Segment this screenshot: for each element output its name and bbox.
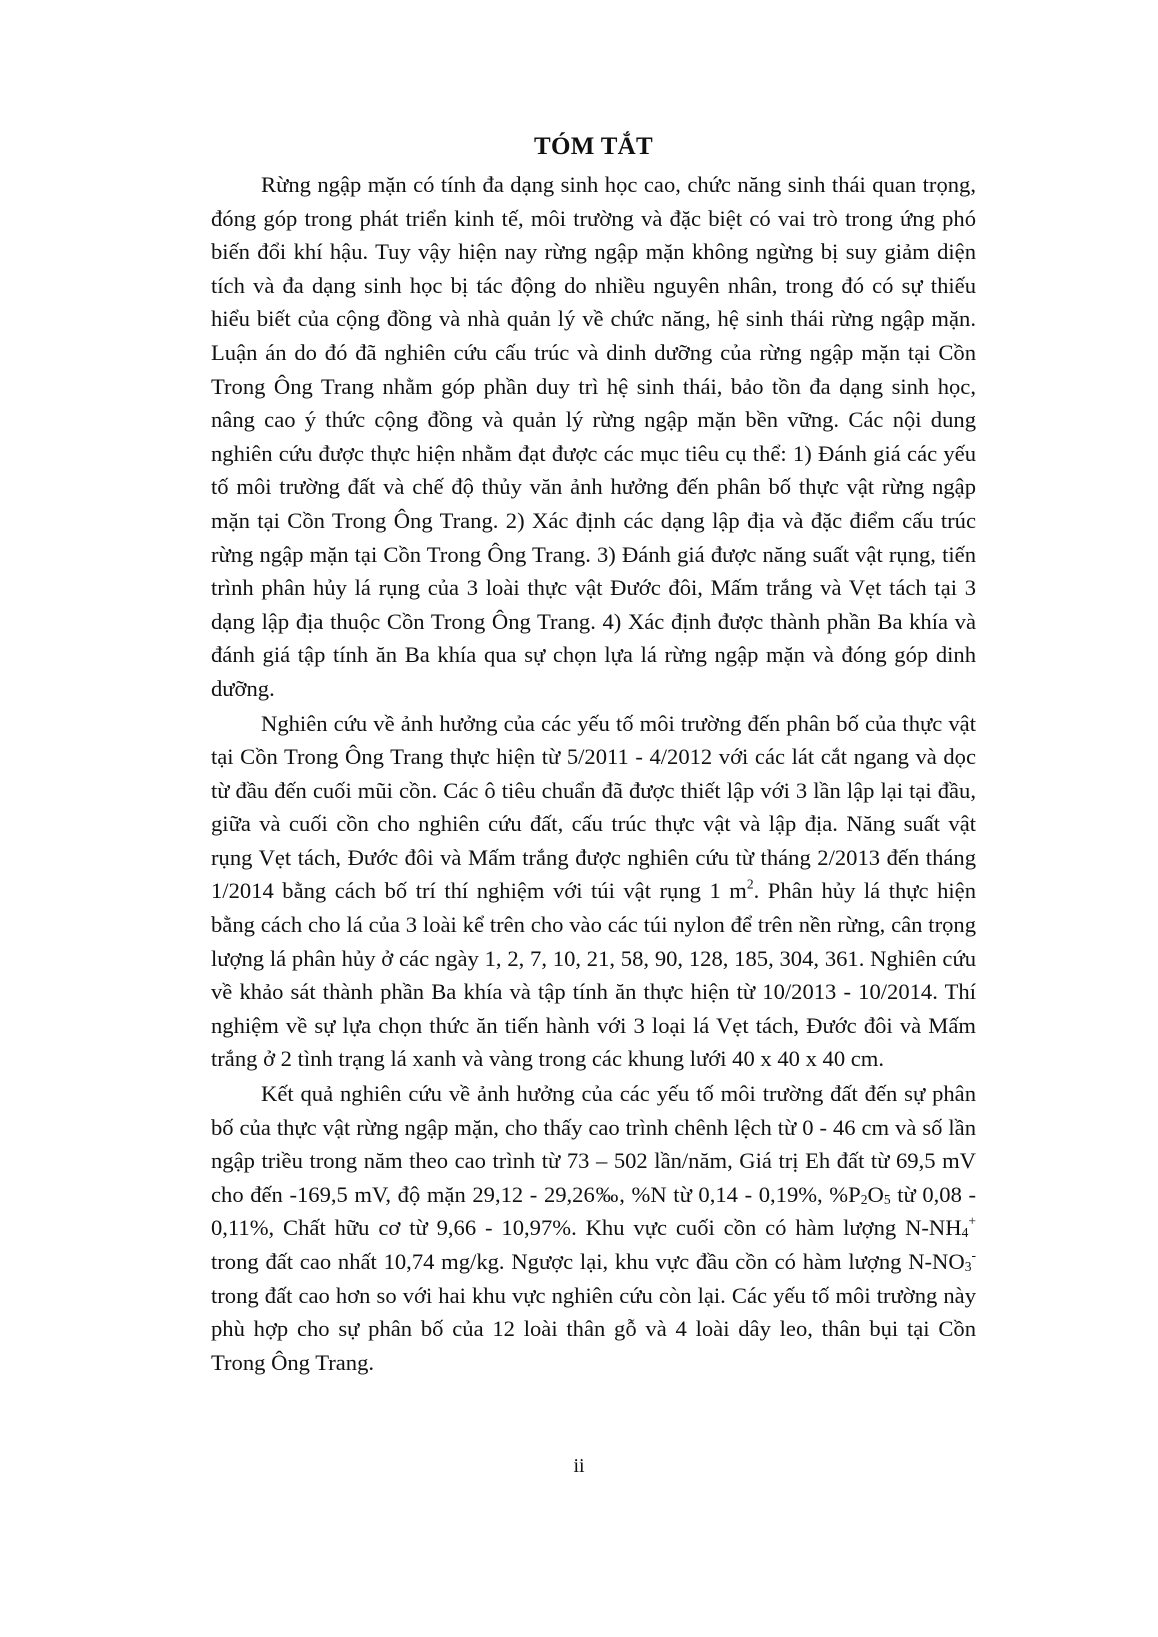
paragraph-results-text-b: O — [867, 1181, 884, 1207]
paragraph-results-text-c: từ 0,08 - 0,11%, Chất hữu cơ từ 9,66 - 10,97%. Khu vực cuối cồn có hàm lượng N-NH — [211, 1181, 977, 1241]
paragraph-results-text-a: Kết quả nghiên cứu về ảnh hưởng của các yếu tố môi trường đất đến sự phân bố của thực vật rừng ngập mặn, cho thấy cao trình chênh lệch từ 0 - 46 cm và số lần ngập triều trong năm theo cao trình từ 73 – 502 lần/năm, Giá trị Eh đất từ 69,5 mV cho đến -169,5 mV, độ mặn 29,12 - 29,26‰, %N từ 0,14 - 0,19%, %P — [211, 1081, 976, 1207]
paragraph-results-text-e: trong đất cao hơn so với hai khu vực nghiên cứu còn lại. Các yếu tố môi trường này phù hợp cho sự phân bố của 12 loài thân gỗ và 4 loài dây leo, thân bụi tại Cồn Trong Ông Trang. — [211, 1282, 976, 1375]
subscript-o5: 5 — [883, 1191, 891, 1207]
subscript-nh4: 4 — [961, 1225, 969, 1241]
paragraph-results-text-d: trong đất cao nhất 10,74 mg/kg. Ngược lại, khu vực đầu cồn có hàm lượng N-NO — [211, 1249, 965, 1274]
subscript-p2: 2 — [860, 1191, 868, 1207]
page-title: TÓM TẮT — [533, 133, 654, 160]
subscript-no3: 3 — [964, 1259, 972, 1275]
superscript-minus: - — [971, 1247, 976, 1263]
paragraph-results — [211, 1077, 976, 1379]
document-page — [211, 128, 976, 1380]
paragraph-methods-text-a: Nghiên cứu về ảnh hưởng của các yếu tố môi trường đến phân bố của thực vật tại Cồn Trong Ông Trang thực hiện từ 5/2011 - 4/2012 với các lát cắt ngang và dọc từ đầu đến cuối mũi cồn. Các ô tiêu chuẩn đã được thiết lập với 3 lần lập lại tại đầu, giữa và cuối cồn cho nghiên cứu đất, cấu trúc thực vật và lập địa. Năng suất vật rụng Vẹt tách, Đước đôi và Mấm trắng được nghiên cứu từ tháng 2/2013 đến tháng 1/2014 bằng cách bố trí thí nghiệm với túi vật rụng 1 m — [211, 710, 976, 904]
paragraph-methods-text-b: . Phân hủy lá thực hiện bằng cách cho lá của 3 loài kể trên cho vào các túi nylon để trên nền rừng, cân trọng lượng lá phân hủy ở các ngày 1, 2, 7, 10, 21, 58, 90, 128, 185, 304, 361. Nghiên cứu về khảo sát thành phần Ba khía và tập tính ăn thực hiện từ 10/2013 - 10/2014. Thí nghiệm về sự lựa chọn thức ăn tiến hành với 3 loại lá Vẹt tách, Đước đôi và Mấm trắng ở 2 tình trạng lá xanh và vàng trong các khung lưới 40 x 40 x 40 cm. — [211, 878, 976, 1072]
superscript-plus: + — [968, 1213, 976, 1229]
page-number: ii — [573, 1455, 585, 1477]
paragraph-intro — [211, 168, 976, 706]
paragraph-intro-text: Rừng ngập mặn có tính đa dạng sinh học cao, chức năng sinh thái quan trọng, đóng góp trong phát triển kinh tế, môi trường và đặc biệt có vai trò trong ứng phó biến đổi khí hậu. Tuy vậy hiện nay rừng ngập mặn không ngừng bị suy giảm diện tích và đa dạng sinh học bị tác động do nhiều nguyên nhân, trong đó có sự thiếu hiểu biết của cộng đồng và nhà quản lý về chức năng, hệ sinh thái rừng ngập mặn. Luận án do đó đã nghiên cứu cấu trúc và dinh dưỡng của rừng ngập mặn tại Cồn Trong Ông Trang nhằm góp phần duy trì hệ sinh thái, bảo tồn đa dạng sinh học, nâng cao ý thức cộng đồng và quản lý rừng ngập mặn bền vững. Các nội dung nghiên cứu được thực hiện nhằm đạt được các mục tiêu cụ thể: 1) Đánh giá các yếu tố môi trường đất và chế độ thủy văn ảnh hưởng đến phân bố thực vật rừng ngập mặn tại Cồn Trong Ông Trang. 2) Xác định các dạng lập địa và đặc điểm cấu trúc rừng ngập mặn tại Cồn Trong Ông Trang. 3) Đánh giá được năng suất vật rụng, tiến trình phân hủy lá rụng của 3 loài thực vật Đước đôi, Mấm trắng và Vẹt tách tại 3 dạng lập địa thuộc Cồn Trong Ông Trang. 4) Xác định được thành phần Ba khía và đánh giá tập tính ăn Ba khía qua sự chọn lựa lá rừng ngập mặn và đóng góp dinh dưỡng. — [211, 172, 976, 701]
paragraph-methods — [211, 707, 976, 1077]
superscript-2: 2 — [746, 876, 754, 892]
